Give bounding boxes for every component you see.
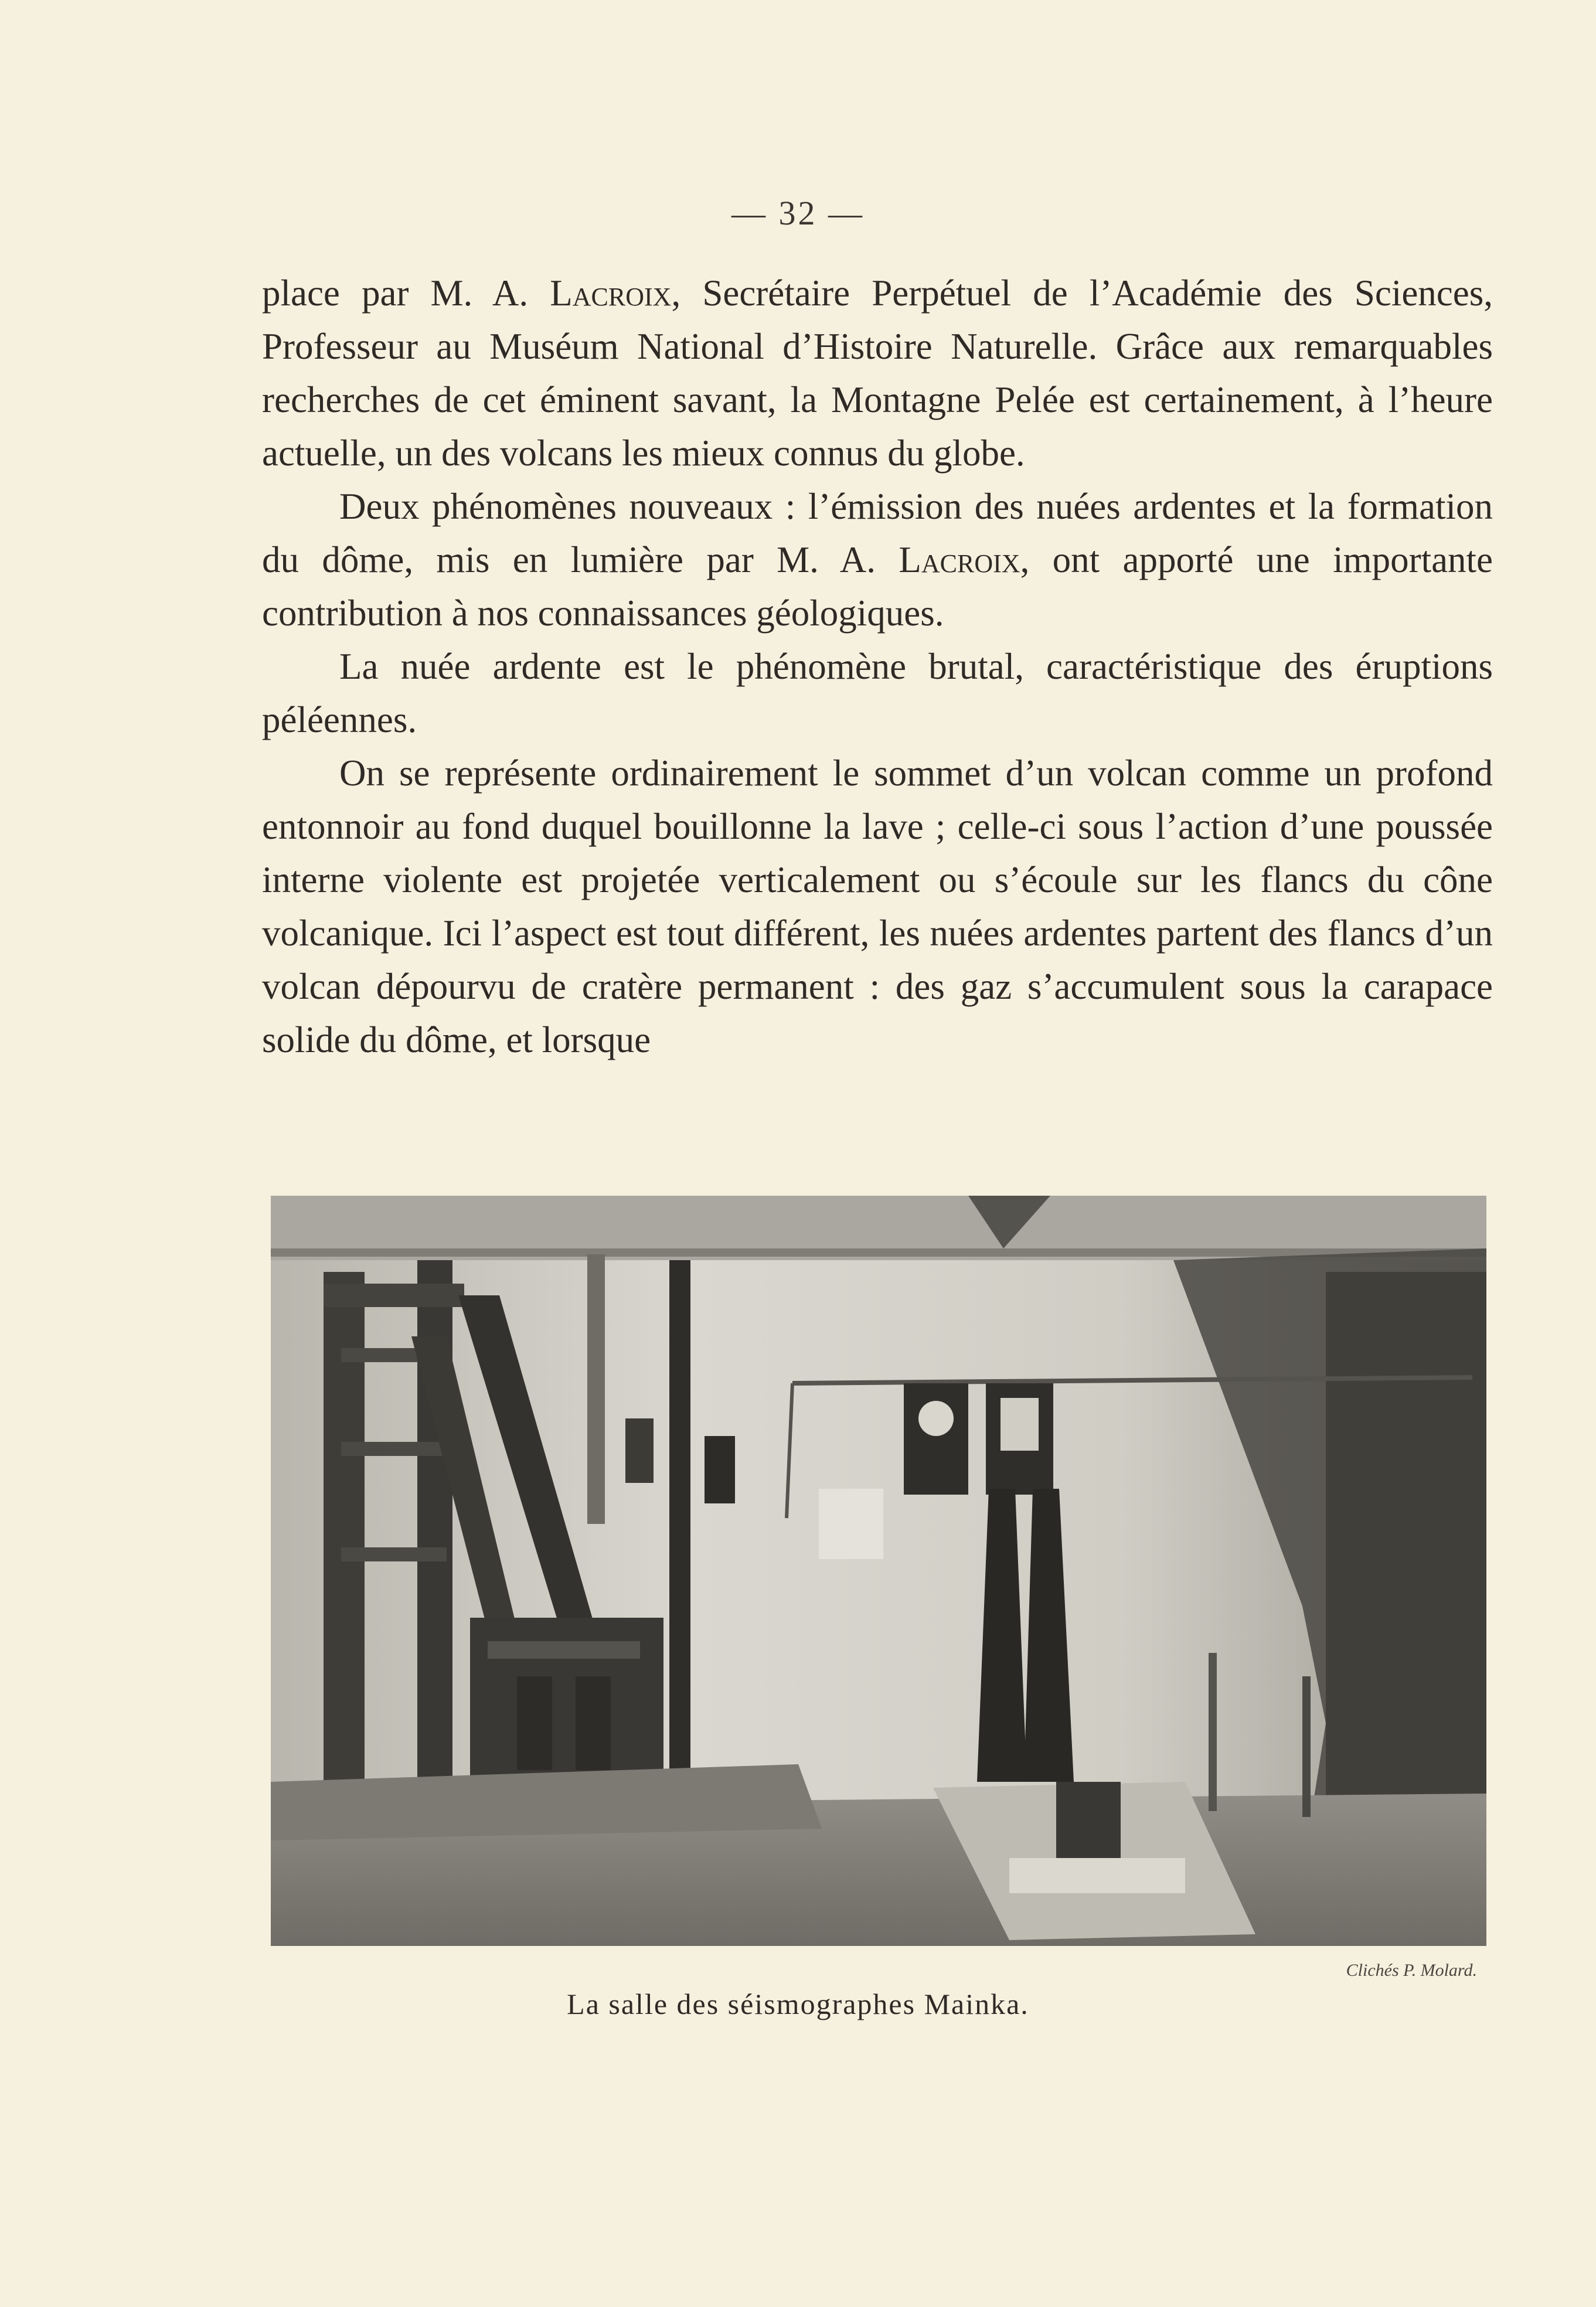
author-name: Lacroix (899, 539, 1020, 580)
page-number: — 32 — (731, 194, 865, 232)
paragraph-2: Deux phénomènes nouveaux : l’émission des nuées ardentes et la formation du dôme, mis en lumière par M. A. Lacroix, ont apporté une importante contribution à nos connaissances géologiques. (262, 486, 1493, 634)
paragraph-1: place par M. A. Lacroix, Secrétaire Perpétuel de l’Académie des Sciences, Professeur au Muséum National d’Histoire Naturelle. Grâce aux remarquables recherches de cet éminent savant, la Montagne Pelée est certainement, à l’heure actuelle, un des volcans les mieux connus du globe. (262, 273, 1493, 474)
photo-illustration (271, 1196, 1486, 1946)
paragraph-4: On se représente ordinairement le sommet d’un volcan comme un profond entonnoir au fond duquel bouillonne la lave ; celle-ci sous l’action d’une poussée interne violente est projetée verticalement ou s’écoule sur les flancs du cône volcanique. Ici l’aspect est tout différent, les nuées ardentes partent des flancs d’un volcan dépourvu de cratère permanent : des gaz s’accumulent sous la carapace solide du dôme, et lorsque (262, 753, 1493, 1060)
seismograph-room-photo (271, 1196, 1486, 1946)
figure-caption: La salle des séismographes Mainka. (567, 1988, 1029, 2020)
paragraph-3: La nuée ardente est le phénomène brutal, caractéristique des éruptions péléennes. (262, 646, 1493, 740)
author-name: Lacroix (550, 273, 672, 314)
photo-credit: Clichés P. Molard. (1346, 1961, 1477, 1980)
body-text (262, 267, 1493, 1067)
